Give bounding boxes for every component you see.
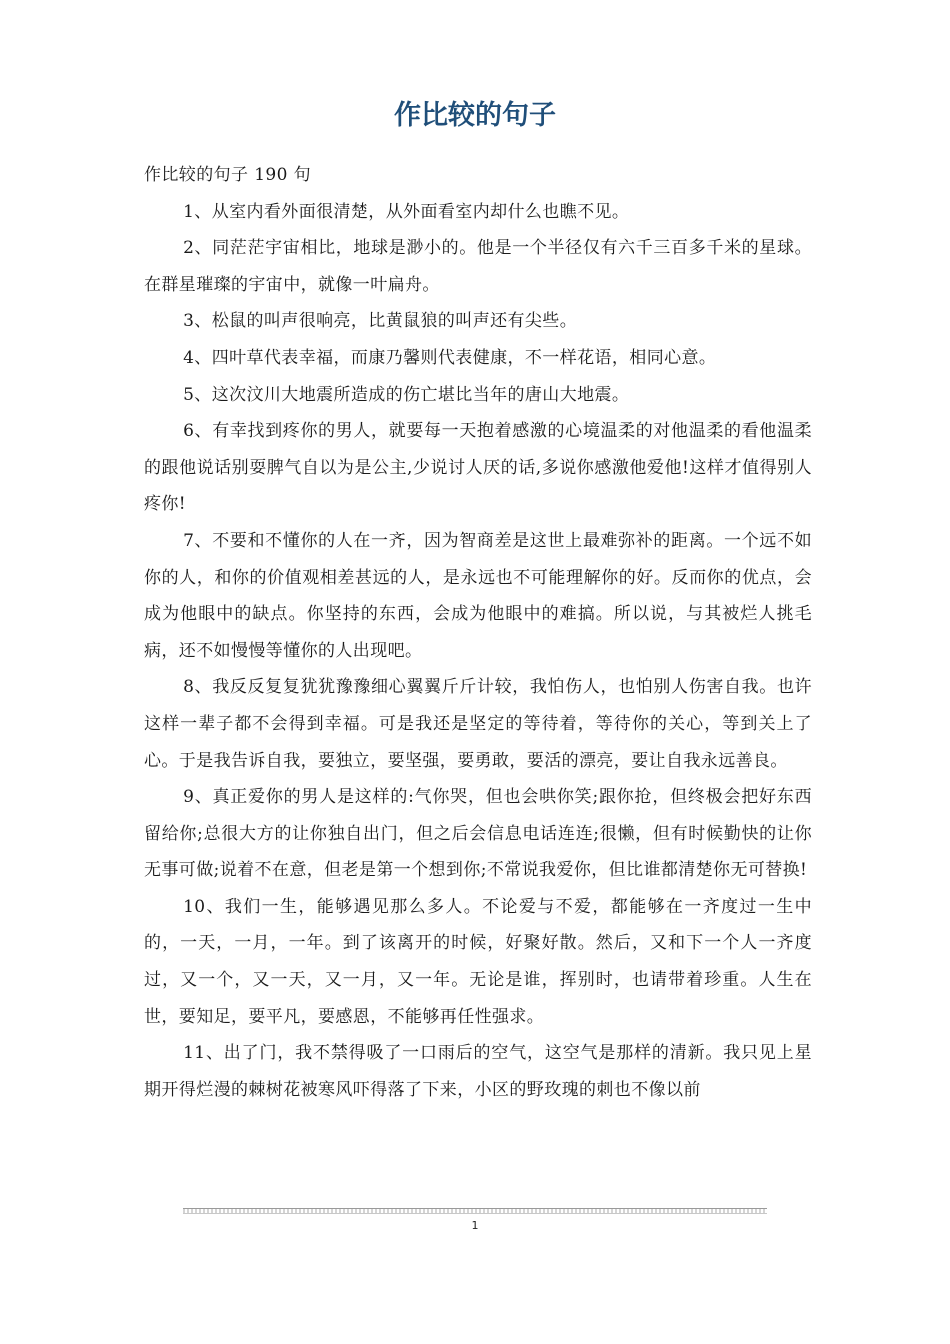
page-number: 1 [471,1219,479,1232]
paragraph-4: 4、四叶草代表幸福，而康乃馨则代表健康，不一样花语，相同心意。 [183,347,717,368]
footer-divider [183,1208,767,1214]
paragraph-8: 8、我反反复复犹犹豫豫细心翼翼斤斤计较，我怕伤人，也怕别人伤害自我。也许这样一辈子都不会得到幸福。可是我还是坚定的等待着，等待你的关心，等到关上了心。于是我告诉自我，要独立，要坚强，要勇敢，要活的漂亮，要让自我永远善良。 [144,677,812,771]
paragraph-10: 10、我们一生，能够遇见那么多人。不论爱与不爱，都能够在一齐度过一生中的，一天，一月，一年。到了该离开的时候，好聚好散。然后，又和下一个人一齐度过，又一个，又一天，又一月，又一年。无论是谁，挥别时，也请带着珍重。人生在世，要知足，要平凡，要感恩，不能够再任性强求。 [144,896,812,1027]
paragraph-3: 3、松鼠的叫声很响亮，比黄鼠狼的叫声还有尖些。 [183,311,578,332]
paragraph-11: 11、出了门，我不禁得吸了一口雨后的空气，这空气是那样的清新。我只见上星期开得烂漫的棘树花被寒风吓得落了下来，小区的野玫瑰的刺也不像以前 [144,1043,812,1100]
document-body [144,157,812,1108]
intro-line: 作比较的句子 190 句 [144,165,312,185]
paragraph-7: 7、不要和不懂你的人在一齐，因为智商差是这世上最难弥补的距离。一个远不如你的人，和你的价值观相差甚远的人，是永远也不可能理解你的好。反而你的优点，会成为他眼中的缺点。你坚持的东西，会成为他眼中的难搞。所以说，与其被烂人挑毛病，还不如慢慢等懂你的人出现吧。 [144,530,812,661]
paragraph-9: 9、真正爱你的男人是这样的:气你哭，但也会哄你笑;跟你抢，但终极会把好东西留给你;总很大方的让你独自出门，但之后会信息电话连连;很懒，但有时候勤快的让你无事可做;说着不在意，但老是第一个想到你;不常说我爱你，但比谁都清楚你无可替换! [144,787,812,881]
paragraph-5: 5、这次汶川大地震所造成的伤亡堪比当年的唐山大地震。 [183,384,630,405]
document-title: 作比较的句子 [394,100,556,131]
paragraph-1: 1、从室内看外面很清楚，从外面看室内却什么也瞧不见。 [183,201,630,222]
paragraph-2: 2、同茫茫宇宙相比，地球是渺小的。他是一个半径仅有六千三百多千米的星球。在群星璀璨的宇宙中，就像一叶扁舟。 [144,238,812,295]
paragraph-6: 6、有幸找到疼你的男人，就要每一天抱着感激的心境温柔的对他温柔的看他温柔的跟他说话别耍脾气自以为是公主,少说讨人厌的话,多说你感激他爱他!这样才值得别人疼你! [144,421,812,515]
